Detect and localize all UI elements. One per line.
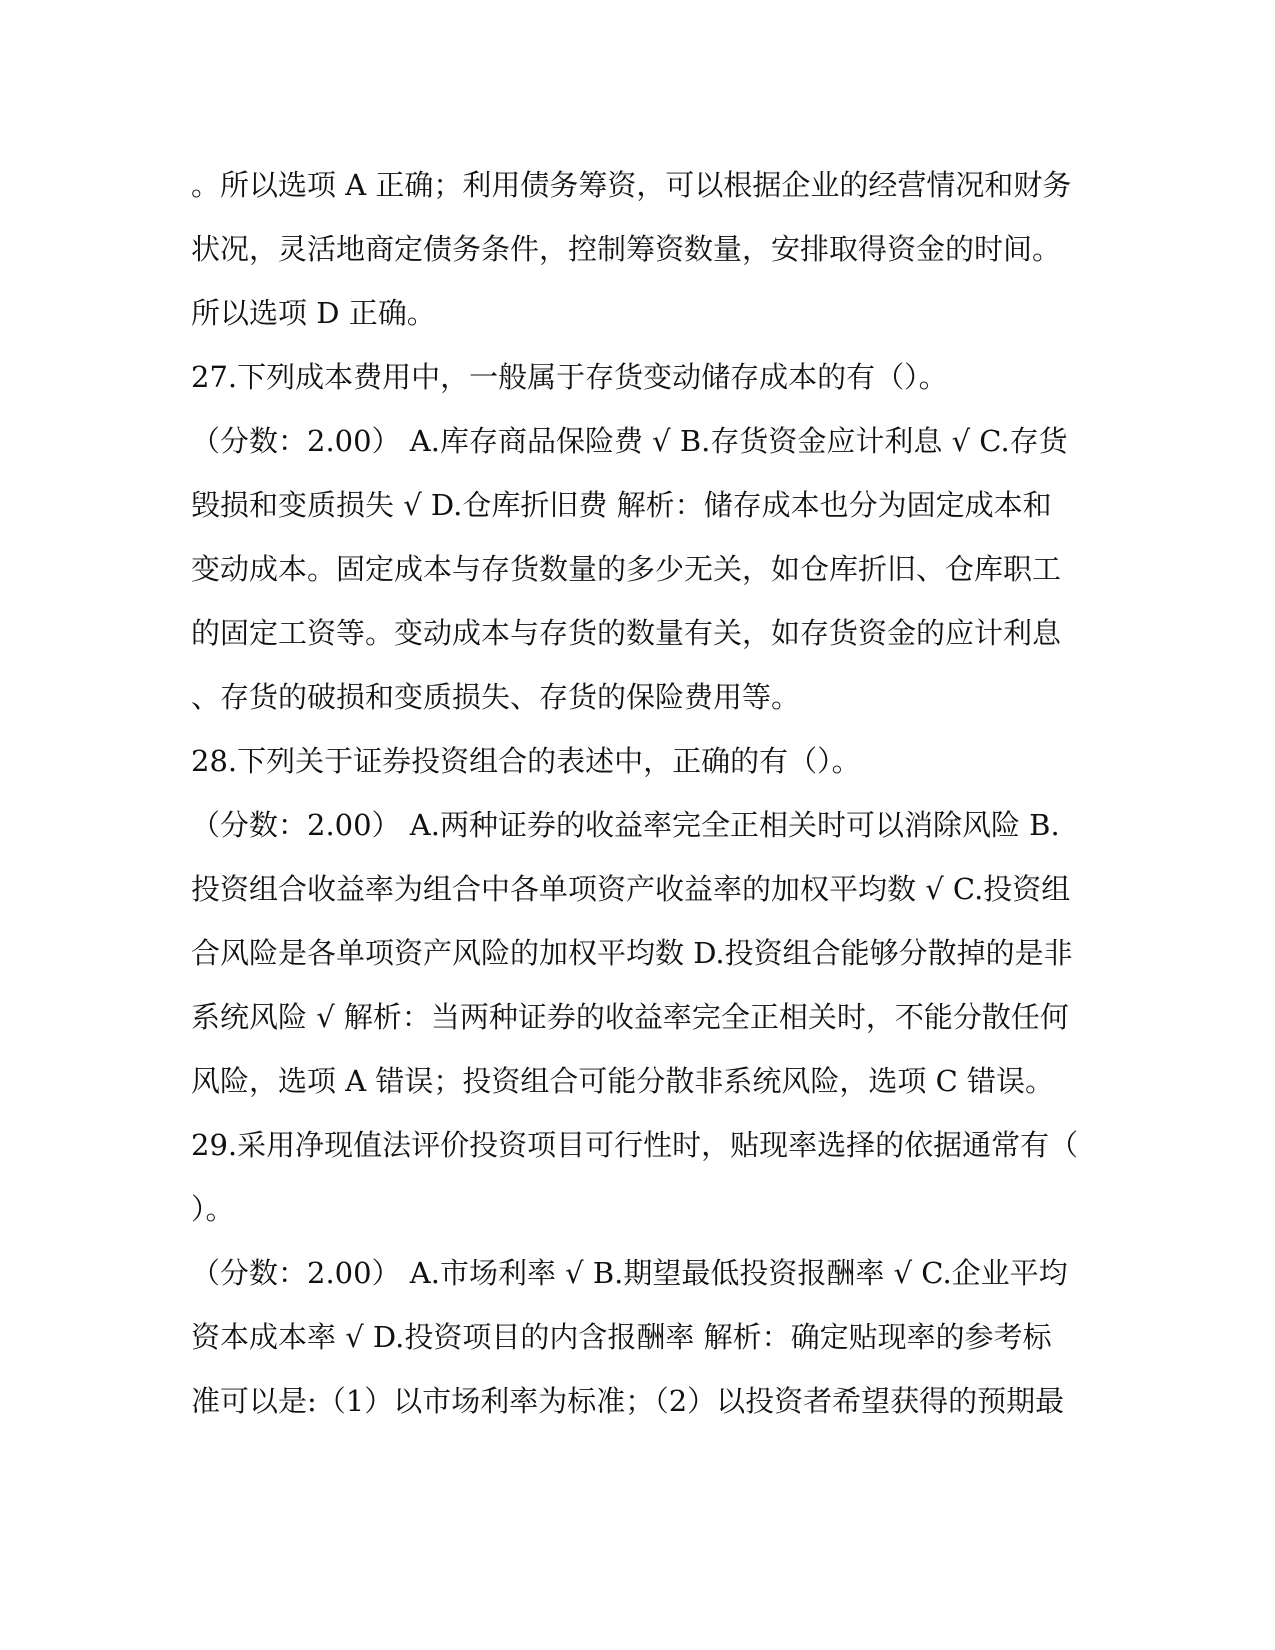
question-28-explanation: 风险，选项 A 错误；投资组合可能分散非系统风险，选项 C 错误。: [191, 1064, 1055, 1098]
question-28-options: （分数：2.00） A.两种证券的收益率完全正相关时可以消除风险 B.: [191, 808, 1060, 842]
text-line: 所以选项 D 正确。: [191, 296, 436, 330]
text-line: 。所以选项 A 正确；利用债务筹资，可以根据企业的经营情况和财务: [191, 168, 1072, 202]
question-27-explanation: 、存货的破损和变质损失、存货的保险费用等。: [191, 680, 801, 714]
question-29-explanation: 准可以是:（1）以市场利率为标准；（2）以投资者希望获得的预期最: [191, 1384, 1065, 1418]
question-29-explanation: 资本成本率 √ D.投资项目的内含报酬率 解析：确定贴现率的参考标: [191, 1320, 1052, 1354]
text-line: 状况，灵活地商定债务条件，控制筹资数量，安排取得资金的时间。: [191, 232, 1062, 266]
question-27-explanation: 变动成本。固定成本与存货数量的多少无关，如仓库折旧、仓库职工: [191, 552, 1062, 586]
question-29-title: 29.采用净现值法评价投资项目可行性时，贴现率选择的依据通常有（: [191, 1128, 1079, 1162]
question-28-options: 投资组合收益率为组合中各单项资产收益率的加权平均数 √ C.投资组: [191, 872, 1071, 906]
question-27-title: 27.下列成本费用中，一般属于存货变动储存成本的有（）。: [191, 360, 948, 394]
question-29-options: （分数：2.00） A.市场利率 √ B.期望最低投资报酬率 √ C.企业平均: [191, 1256, 1068, 1290]
question-29-title: ）。: [191, 1192, 235, 1226]
question-27-explanation: 的固定工资等。变动成本与存货的数量有关，如存货资金的应计利息: [191, 616, 1062, 650]
question-28-options: 合风险是各单项资产风险的加权平均数 D.投资组合能够分散掉的是非: [191, 936, 1073, 970]
document-body: [191, 153, 1091, 1433]
question-28-title: 28.下列关于证券投资组合的表述中，正确的有（）。: [191, 744, 861, 778]
question-28-explanation: 系统风险 √ 解析：当两种证券的收益率完全正相关时，不能分散任何: [191, 1000, 1069, 1034]
question-27-options: （分数：2.00） A.库存商品保险费 √ B.存货资金应计利息 √ C.存货: [191, 424, 1068, 458]
question-27-explanation: 毁损和变质损失 √ D.仓库折旧费 解析：储存成本也分为固定成本和: [191, 488, 1052, 522]
